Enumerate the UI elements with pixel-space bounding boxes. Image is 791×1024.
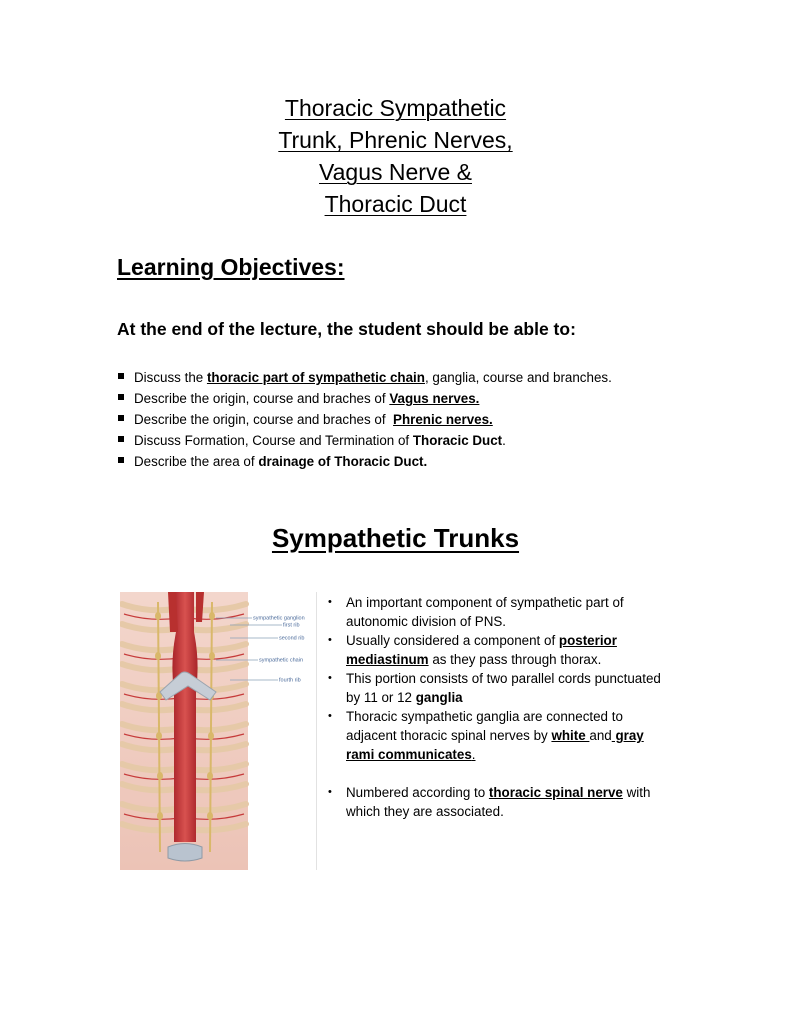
point-item: • This portion consists of two parallel cords punctuated by 11 or 12 ganglia (328, 671, 661, 705)
objective-item: Describe the origin, course and braches of Vagus nerves. (117, 388, 612, 409)
objectives-list (117, 367, 612, 472)
bullet-icon: • (328, 710, 332, 722)
bullet-icon: • (328, 596, 332, 608)
anatomy-illustration (120, 592, 317, 870)
label-second-rib: second rib (279, 635, 305, 642)
square-bullet-icon (118, 394, 124, 400)
label-sympathetic-ganglion: sympathetic ganglion (253, 615, 305, 622)
point-item: • Numbered according to thoracic spinal nerve with which they are associated. (328, 785, 651, 819)
bullet-icon: • (328, 672, 332, 684)
title-line: Vagus Nerve & (319, 159, 472, 185)
label-first-rib: first rib (283, 622, 300, 629)
label-fourth-rib: fourth rib (279, 677, 301, 684)
point-item: • An important component of sympathetic part of autonomic division of PNS. (328, 595, 624, 629)
title-line: Thoracic Sympathetic (284, 95, 507, 121)
objective-item: Discuss Formation, Course and Termination of Thoracic Duct. (117, 430, 612, 451)
point-item: • Usually considered a component of posterior mediastinum as they pass through thorax. (328, 633, 617, 667)
objectives-intro: At the end of the lecture, the student should be able to: (117, 319, 576, 339)
objective-item: Describe the area of drainage of Thoracic Duct. (117, 451, 612, 472)
point-item: • Thoracic sympathetic ganglia are connected to adjacent thoracic spinal nerves by white and gray rami communicates. (328, 709, 644, 762)
bullet-icon: • (328, 634, 332, 646)
sympathetic-points-list (328, 593, 673, 821)
objective-item: Discuss the thoracic part of sympathetic chain, ganglia, course and branches. (117, 367, 612, 388)
square-bullet-icon (118, 457, 124, 463)
square-bullet-icon (118, 373, 124, 379)
square-bullet-icon (118, 436, 124, 442)
title-line: Thoracic Duct (324, 191, 467, 217)
learning-objectives-heading: Learning Objectives: (117, 254, 345, 280)
divider (316, 592, 317, 870)
label-sympathetic-chain: sympathetic chain (259, 657, 304, 664)
square-bullet-icon (118, 415, 124, 421)
document-title (0, 92, 791, 220)
section-heading: Sympathetic Trunks (271, 523, 520, 553)
bullet-icon: • (328, 786, 332, 798)
objective-item: Describe the origin, course and braches of Phrenic nerves. (117, 409, 612, 430)
title-line: Trunk, Phrenic Nerves, (278, 127, 513, 153)
